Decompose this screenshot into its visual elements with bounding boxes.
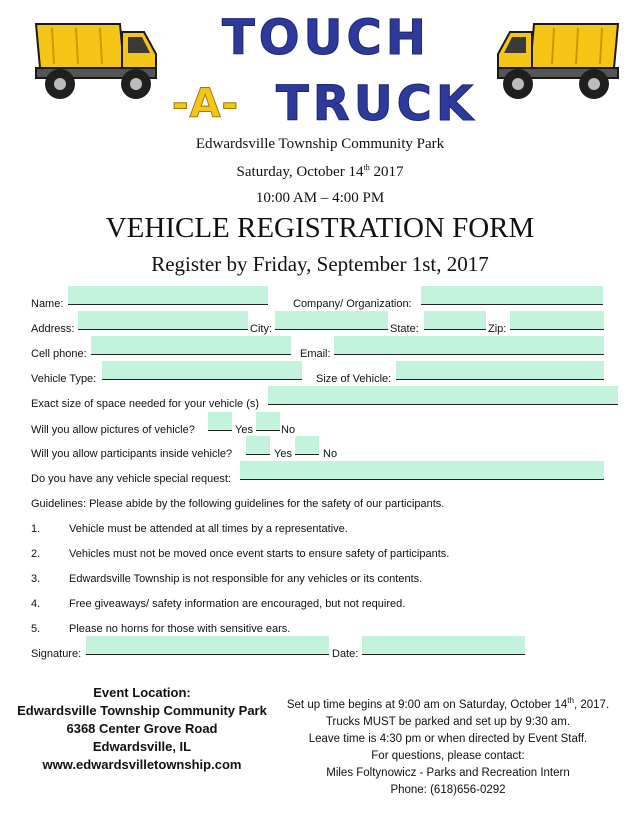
date-label: Date: — [332, 648, 359, 660]
footer-setup-info — [268, 692, 628, 799]
state-label: State: — [390, 323, 419, 335]
address-field[interactable] — [78, 311, 248, 330]
state-field[interactable] — [424, 311, 486, 330]
vehicle-type-field[interactable] — [102, 361, 302, 380]
guidelines-intro: Guidelines: Please abide by the following guidelines for the safety of our participants. — [31, 498, 445, 510]
space-size-field[interactable] — [268, 386, 618, 405]
vehicle-size-label: Size of Vehicle: — [316, 373, 392, 385]
signature-field[interactable] — [86, 636, 329, 655]
special-request-label: Do you have any vehicle special request: — [31, 473, 231, 485]
contact-name: Miles Foltynowicz - Parks and Recreation Intern — [326, 766, 570, 779]
inside-yes-field[interactable] — [246, 436, 270, 455]
name-field[interactable] — [68, 286, 268, 305]
inside-yes-label: Yes — [274, 448, 292, 460]
registration-deadline: Register by Friday, September 1st, 2017 — [151, 252, 489, 276]
address-label: Address: — [31, 323, 75, 335]
street-address: 6368 Center Grove Road — [66, 721, 218, 736]
space-size-label: Exact size of space needed for your vehicle (s) — [31, 398, 260, 410]
vehicle-type-label: Vehicle Type: — [31, 373, 97, 385]
title-truck: TRUCK — [276, 76, 478, 132]
guideline-text: Vehicle must be attended at all times by a representative. — [69, 523, 348, 535]
date-field[interactable] — [362, 636, 525, 655]
pictures-no-field[interactable] — [256, 412, 280, 431]
guideline-text: Vehicles must not be moved once event starts to ensure safety of participants. — [69, 548, 450, 560]
guideline-number: 4. — [31, 598, 41, 610]
vehicle-size-field[interactable] — [396, 361, 604, 380]
pictures-no-label: No — [281, 424, 296, 436]
title-a: -A- — [172, 81, 240, 127]
guideline-text: Edwardsville Township is not responsible for any vehicles or its contents. — [69, 573, 423, 585]
guideline-number: 2. — [31, 548, 41, 560]
contact-phone: Phone: (618)656-0292 — [390, 783, 506, 796]
park-name: Edwardsville Township Community Park — [17, 703, 267, 718]
guideline-number: 3. — [31, 573, 41, 585]
zip-label: Zip: — [488, 323, 507, 335]
dump-truck-right-icon — [490, 12, 622, 102]
special-request-field[interactable] — [240, 461, 604, 480]
event-date: Saturday, October 14th 2017 — [236, 163, 404, 180]
guideline-text: Please no horns for those with sensitive ears. — [69, 623, 291, 635]
company-label: Company/ Organization: — [293, 298, 412, 310]
name-label: Name: — [31, 298, 64, 310]
pictures-yes-field[interactable] — [208, 412, 232, 431]
guideline-number: 1. — [31, 523, 41, 535]
city-label: City: — [250, 323, 272, 335]
inside-no-field[interactable] — [295, 436, 319, 455]
event-location-heading: Edwardsville Township Community Park — [195, 136, 445, 152]
setup-time: Set up time begins at 9:00 am on Saturday, October 14th, 2017. — [286, 696, 610, 711]
dump-truck-left-icon — [32, 12, 164, 102]
email-label: Email: — [300, 348, 331, 360]
website-link[interactable]: www.edwardsvilletownship.com — [42, 757, 242, 772]
city-field[interactable] — [275, 311, 388, 330]
city-state: Edwardsville, IL — [92, 739, 192, 754]
footer-event-location — [14, 684, 270, 774]
pictures-question: Will you allow pictures of vehicle? — [31, 424, 195, 436]
company-field[interactable] — [421, 286, 603, 305]
event-time: 10:00 AM – 4:00 PM — [255, 190, 385, 206]
signature-label: Signature: — [31, 648, 82, 660]
questions-text: For questions, please contact: — [371, 749, 525, 762]
event-location-label: Event Location: — [93, 685, 191, 700]
pictures-yes-label: Yes — [235, 424, 253, 436]
guideline-number: 5. — [31, 623, 41, 635]
email-field[interactable] — [334, 336, 604, 355]
leave-time: Leave time is 4:30 pm or when directed by Event Staff. — [308, 732, 588, 745]
form-title: VEHICLE REGISTRATION FORM — [105, 212, 535, 244]
guideline-text: Free giveaways/ safety information are encouraged, but not required. — [69, 598, 406, 610]
zip-field[interactable] — [510, 311, 604, 330]
title-touch: TOUCH — [222, 10, 430, 66]
parking-deadline: Trucks MUST be parked and set up by 9:30 am. — [325, 715, 571, 728]
cell-phone-label: Cell phone: — [31, 348, 87, 360]
inside-no-label: No — [323, 448, 338, 460]
cell-phone-field[interactable] — [91, 336, 291, 355]
inside-question: Will you allow participants inside vehicle? — [31, 448, 233, 460]
